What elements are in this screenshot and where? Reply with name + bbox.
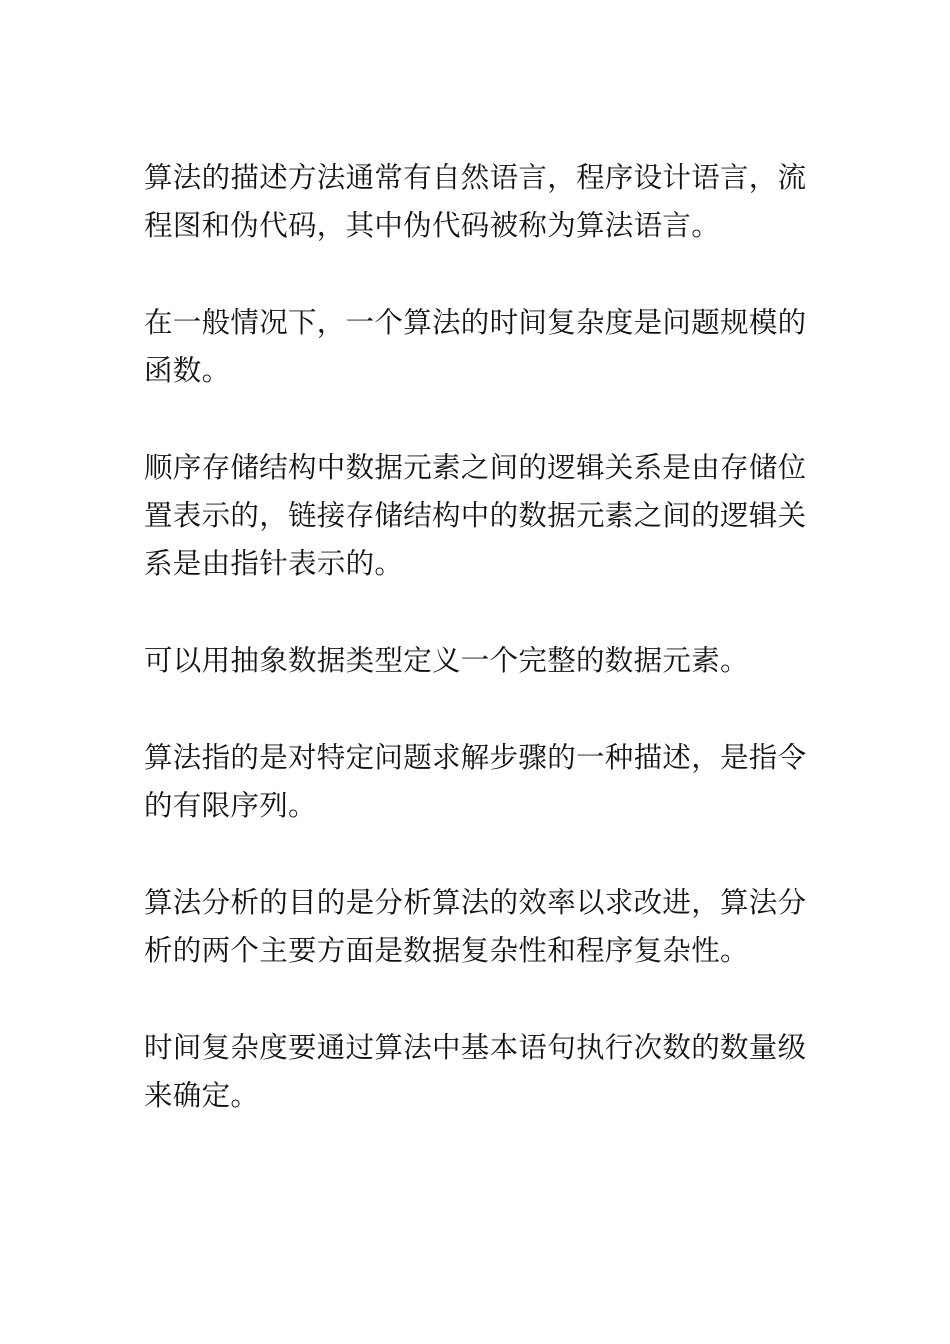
paragraph-algorithm-description: 算法的描述方法通常有自然语言，程序设计语言，流程图和伪代码，其中伪代码被称为算法语言。 (144, 161, 807, 242)
paragraph-storage-structure: 顺序存储结构中数据元素之间的逻辑关系是由存储位置表示的，链接存储结构中的数据元素之间的逻辑关系是由指针表示的。 (144, 451, 807, 580)
paragraph-algorithm-definition: 算法指的是对特定问题求解步骤的一种描述，是指令的有限序列。 (144, 741, 807, 822)
paragraph-abstract-data-type: 可以用抽象数据类型定义一个完整的数据元素。 (144, 644, 749, 677)
paragraph-time-complexity-order: 时间复杂度要通过算法中基本语句执行次数的数量级来确定。 (144, 1031, 807, 1112)
paragraph-time-complexity-function: 在一般情况下，一个算法的时间复杂度是问题规模的函数。 (144, 306, 807, 387)
document-body (144, 154, 814, 1169)
paragraph-algorithm-analysis: 算法分析的目的是分析算法的效率以求改进，算法分析的两个主要方面是数据复杂性和程序复杂性。 (144, 886, 807, 967)
